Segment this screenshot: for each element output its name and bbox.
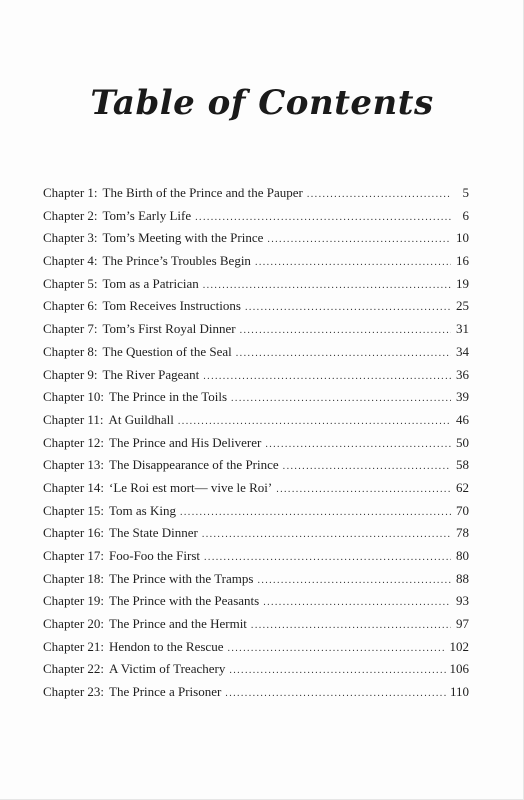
- page-number: 102: [449, 638, 469, 654]
- page-number: 34: [456, 343, 469, 359]
- page-number: 50: [456, 434, 469, 450]
- chapter-number: Chapter 17:: [43, 548, 105, 563]
- page-number: 16: [456, 253, 469, 269]
- dot-leader: [202, 529, 451, 540]
- chapter-title: The Disappearance of the Prince: [109, 457, 279, 473]
- toc-entry: [43, 593, 469, 616]
- chapter-number: Chapter 12:: [43, 434, 105, 450]
- dot-leader: [255, 257, 451, 268]
- dot-leader: [263, 597, 451, 608]
- page-title: Table of Contents: [90, 83, 434, 123]
- toc-entry: [43, 435, 469, 458]
- chapter-number: Chapter 5:: [43, 275, 98, 291]
- chapter-title: ‘Le Roi est mort— vive le Roi’: [109, 479, 273, 495]
- chapter-number: Chapter 20:: [43, 616, 105, 632]
- chapter-number: Chapter 8:: [43, 343, 98, 359]
- page-number: 10: [456, 230, 469, 246]
- chapter-title: The State Dinner: [109, 525, 198, 541]
- page-number: 110: [449, 684, 469, 700]
- chapter-title: A Victim of Treachery: [109, 661, 226, 677]
- toc-entry: [43, 253, 469, 276]
- page-number: 39: [456, 389, 469, 405]
- page-number: 93: [456, 593, 469, 609]
- page-number: 46: [456, 411, 469, 427]
- page-number: 25: [456, 298, 469, 314]
- dot-leader: [180, 507, 451, 518]
- toc-entry: [43, 321, 469, 344]
- toc-entry: [43, 389, 469, 412]
- page-number: 5: [462, 185, 469, 200]
- chapter-number: Chapter 18:: [43, 570, 105, 586]
- chapter-title: Tom as a Patrician: [102, 275, 199, 291]
- toc-entry: [43, 185, 469, 208]
- page-number: 62: [456, 479, 469, 495]
- chapter-title: The Prince with the Tramps: [109, 570, 254, 586]
- dot-leader: [229, 665, 445, 676]
- dot-leader: [265, 439, 451, 450]
- toc-entry: [43, 230, 469, 253]
- dot-leader: [178, 416, 451, 427]
- chapter-title: The Prince’s Troubles Begin: [102, 253, 251, 269]
- toc-entry: [43, 344, 469, 367]
- chapter-number: Chapter 1:: [43, 185, 98, 200]
- chapter-title: Hendon to the Rescue: [109, 638, 224, 654]
- chapter-title: The River Pageant: [102, 366, 200, 382]
- dot-leader: [283, 461, 451, 472]
- chapter-title: At Guildhall: [108, 411, 174, 427]
- chapter-title: The Question of the Seal: [102, 343, 232, 359]
- page-number: 70: [456, 502, 469, 518]
- chapter-number: Chapter 10:: [43, 389, 105, 405]
- toc-entry: [43, 457, 469, 480]
- page-number: 78: [456, 525, 469, 541]
- page-number: 80: [456, 548, 469, 563]
- chapter-number: Chapter 7:: [43, 321, 98, 337]
- page-number: 6: [462, 207, 469, 223]
- chapter-title: Tom’s Early Life: [102, 207, 192, 223]
- chapter-title: Tom’s First Royal Dinner: [102, 321, 236, 337]
- toc-entry: [43, 412, 469, 435]
- toc-entry: [43, 548, 469, 571]
- dot-leader: [225, 688, 446, 699]
- toc-entry: [43, 208, 469, 231]
- toc-entry: [43, 480, 469, 503]
- chapter-title: The Prince in the Toils: [109, 389, 228, 405]
- chapter-number: Chapter 9:: [43, 366, 98, 382]
- toc-entry: [43, 571, 469, 594]
- dot-leader: [267, 234, 451, 245]
- dot-leader: [307, 189, 451, 200]
- page-number: 19: [456, 275, 469, 291]
- toc-entry: [43, 367, 469, 390]
- page-number: 58: [456, 457, 469, 473]
- toc-entry: [43, 298, 469, 321]
- chapter-title: The Prince and the Hermit: [109, 616, 247, 632]
- chapter-number: Chapter 13:: [43, 457, 105, 473]
- toc-entry: [43, 661, 469, 684]
- chapter-number: Chapter 16:: [43, 525, 105, 541]
- dot-leader: [276, 484, 451, 495]
- chapter-title: Tom Receives Instructions: [102, 298, 241, 314]
- chapter-number: Chapter 23:: [43, 684, 105, 700]
- table-of-contents: [43, 185, 469, 707]
- chapter-number: Chapter 6:: [43, 298, 98, 314]
- page-number: 31: [456, 321, 469, 337]
- chapter-title: The Prince with the Peasants: [109, 593, 260, 609]
- dot-leader: [251, 620, 451, 631]
- chapter-title: Tom’s Meeting with the Prince: [102, 230, 264, 246]
- chapter-number: Chapter 4:: [43, 253, 98, 269]
- dot-leader: [257, 575, 451, 586]
- toc-entry: [43, 276, 469, 299]
- toc-entry: [43, 616, 469, 639]
- dot-leader: [240, 325, 451, 336]
- page-number: 97: [456, 616, 469, 632]
- chapter-number: Chapter 19:: [43, 593, 105, 609]
- dot-leader: [231, 393, 451, 404]
- chapter-number: Chapter 21:: [43, 638, 105, 654]
- chapter-number: Chapter 22:: [43, 661, 105, 677]
- dot-leader: [195, 212, 451, 223]
- chapter-title: Foo-Foo the First: [109, 548, 201, 563]
- toc-entry: [43, 525, 469, 548]
- chapter-number: Chapter 14:: [43, 479, 105, 495]
- chapter-title: The Prince a Prisoner: [109, 684, 222, 700]
- dot-leader: [227, 643, 445, 654]
- toc-entry: [43, 684, 469, 707]
- toc-entry: [43, 503, 469, 526]
- chapter-title: The Birth of the Prince and the Pauper: [102, 185, 303, 200]
- dot-leader: [203, 371, 451, 382]
- page-number: 88: [456, 570, 469, 586]
- dot-leader: [203, 280, 451, 291]
- toc-entry: [43, 639, 469, 662]
- dot-leader: [204, 552, 451, 563]
- chapter-title: Tom as King: [109, 502, 176, 518]
- page-number: 36: [456, 366, 469, 382]
- chapter-number: Chapter 15:: [43, 502, 105, 518]
- chapter-title: The Prince and His Deliverer: [109, 434, 262, 450]
- dot-leader: [236, 348, 451, 359]
- chapter-number: Chapter 11:: [43, 411, 104, 427]
- chapter-number: Chapter 3:: [43, 230, 98, 246]
- dot-leader: [245, 302, 451, 313]
- chapter-number: Chapter 2:: [43, 207, 98, 223]
- page-number: 106: [449, 661, 469, 677]
